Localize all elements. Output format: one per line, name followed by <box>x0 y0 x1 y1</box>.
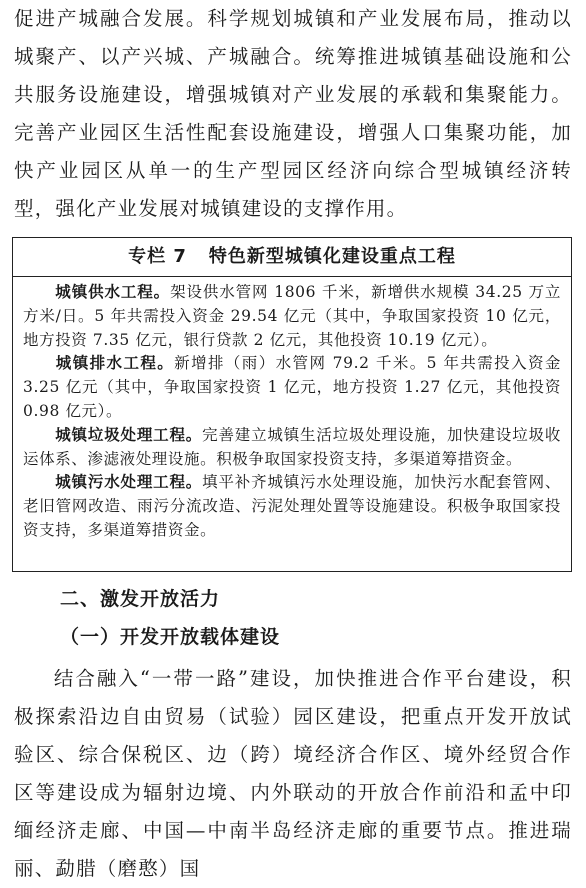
item-heading: 城镇污水处理工程。 <box>55 473 203 492</box>
box-label: 专栏 7 <box>128 246 187 267</box>
box-item-water-supply <box>23 281 561 352</box>
item-heading: 城镇垃圾处理工程。 <box>55 425 203 444</box>
item-text: 新增排（雨）水管网 79.2 千米。5 年共需投入资金 3.25 亿元（其中，争取国家投资 1 亿元，地方投资 1.27 亿元，其他投资 0.98 亿元）。 <box>23 354 561 420</box>
box-item-drainage <box>23 352 561 423</box>
item-heading: 城镇供水工程。 <box>55 283 171 301</box>
subsection-heading: （一）开发开放载体建设 <box>60 626 281 648</box>
paragraph-text: 促进产城融合发展。科学规划城镇和产业发展布局，推动以城聚产、以产兴城、产城融合。统筹推进城镇基础设施和公共服务设施建设，增强城镇对产业发展的承载和集聚能力。完善产业园区生活性配套设施建设，增强人口集聚功能，加快产业园区从单一的生产型园区经济向综合型城镇经济转型，强化产业发展对城镇建设的支撑作用。 <box>14 7 572 220</box>
box-title <box>13 238 571 277</box>
paragraph-text: 结合融入“一带一路”建设，加快推进合作平台建设，积极探索沿边自由贸易（试验）园区建设，把重点开发开放试验区、综合保税区、边（跨）境经济合作区、境外经贸合作区等建设成为辐射边境、内外联动的开放合作前沿和孟中印缅经济走廊、中国—中南半岛经济走廊的重要节点。推进瑞丽、勐腊（磨憨）国 <box>14 667 572 880</box>
item-text: 架设供水管网 1806 千米，新增供水规模 34.25 万立方米/日。5 年共需投入资金 29.54 亿元（其中，争取国家投资 10 亿元，地方投资 7.35 亿元，银行贷款 2 亿元，其他投资 10.19 亿元）。 <box>23 283 561 349</box>
item-text: 完善建立城镇生活垃圾处理设施，加快建设垃圾收运体系、渗滤液处理设施。积极争取国家投资支持，多渠道筹措资金。 <box>23 425 561 468</box>
section-heading: 二、激发开放活力 <box>60 588 221 610</box>
box-item-garbage <box>23 424 561 472</box>
item-heading: 城镇排水工程。 <box>55 354 175 373</box>
sidebar-box-column-7 <box>12 237 572 572</box>
box-body <box>13 277 571 543</box>
box-item-sewage <box>23 471 561 542</box>
box-title-text: 特色新型城镇化建设重点工程 <box>208 246 456 267</box>
item-text: 填平补齐城镇污水处理设施，加快污水配套管网、老旧管网改造、雨污分流改造、污泥处理处置等设施建设。积极争取国家投资支持，多渠道筹措资金。 <box>23 473 561 539</box>
paragraph-open-carrier <box>14 660 572 888</box>
paragraph-urban-industry <box>14 0 572 228</box>
